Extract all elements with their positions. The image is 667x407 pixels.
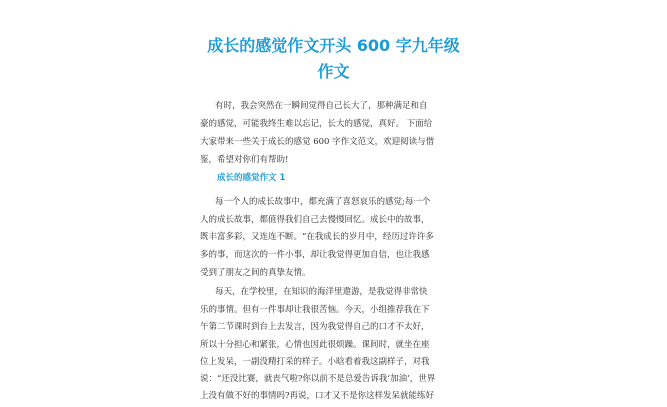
intro-line: 有时，我会突然在一瞬间觉得自己长大了，那种满足和自 bbox=[215, 101, 428, 111]
paragraph-line: 每一个人的成长故事中，都充满了喜怒哀乐的感觉;每一个 bbox=[215, 197, 431, 207]
paragraph-line: 每天，在学校里，在知识的海洋里遨游，是我觉得非常快 bbox=[215, 287, 428, 297]
section-heading: 成长的感觉作文 1 bbox=[217, 173, 286, 183]
paragraph-line: 说：“还没比赛，就丧气啦?你以前不是总爱告诉我‘加油’，世界 bbox=[200, 374, 436, 384]
paragraph-line: 上没有做不好的事情吗?再说，口才又不是你这样发呆就能练好 bbox=[200, 391, 435, 401]
paragraph-line: 既丰富多彩，又连连不断。“在我成长的岁月中，经历过许许多 bbox=[200, 232, 434, 242]
intro-line: 大家带来一些关于成长的感觉 600 字作文范文，欢迎阅读与借 bbox=[200, 137, 435, 147]
document-title-line-1: 成长的感觉作文开头 600 字九年级 bbox=[207, 36, 460, 55]
intro-line: 豪的感觉，可能我终生难以忘记，长大的感觉，真好。 下面给 bbox=[200, 119, 433, 129]
paragraph-line: 受到了朋友之间的真挚友情。 bbox=[200, 268, 311, 278]
paragraph-line: 人的成长故事，都值得我们自己去慢慢回忆。成长中的故事， bbox=[200, 215, 430, 225]
paragraph-line: 多的事，而这次的一件小事，却让我觉得更加自信，也让我感 bbox=[200, 250, 430, 260]
intro-line: 鉴，希望对你们有帮助! bbox=[200, 155, 289, 165]
paragraph-line: 所以十分担心和紧张，心情也因此很烦躁。课间时，就坐在座 bbox=[200, 340, 430, 350]
paragraph-line: 乐的事情。但有一件事却让我很苦恼。今天，小组推荐我在下 bbox=[200, 305, 430, 315]
paragraph-line: 位上发呆，一副没精打采的样子。小晗看着我这副样子，对我 bbox=[200, 357, 430, 367]
paragraph-line: 午第二节课时到台上去发言，因为我觉得自己的口才不太好， bbox=[200, 322, 430, 332]
document-title-line-2: 作文 bbox=[317, 62, 350, 81]
